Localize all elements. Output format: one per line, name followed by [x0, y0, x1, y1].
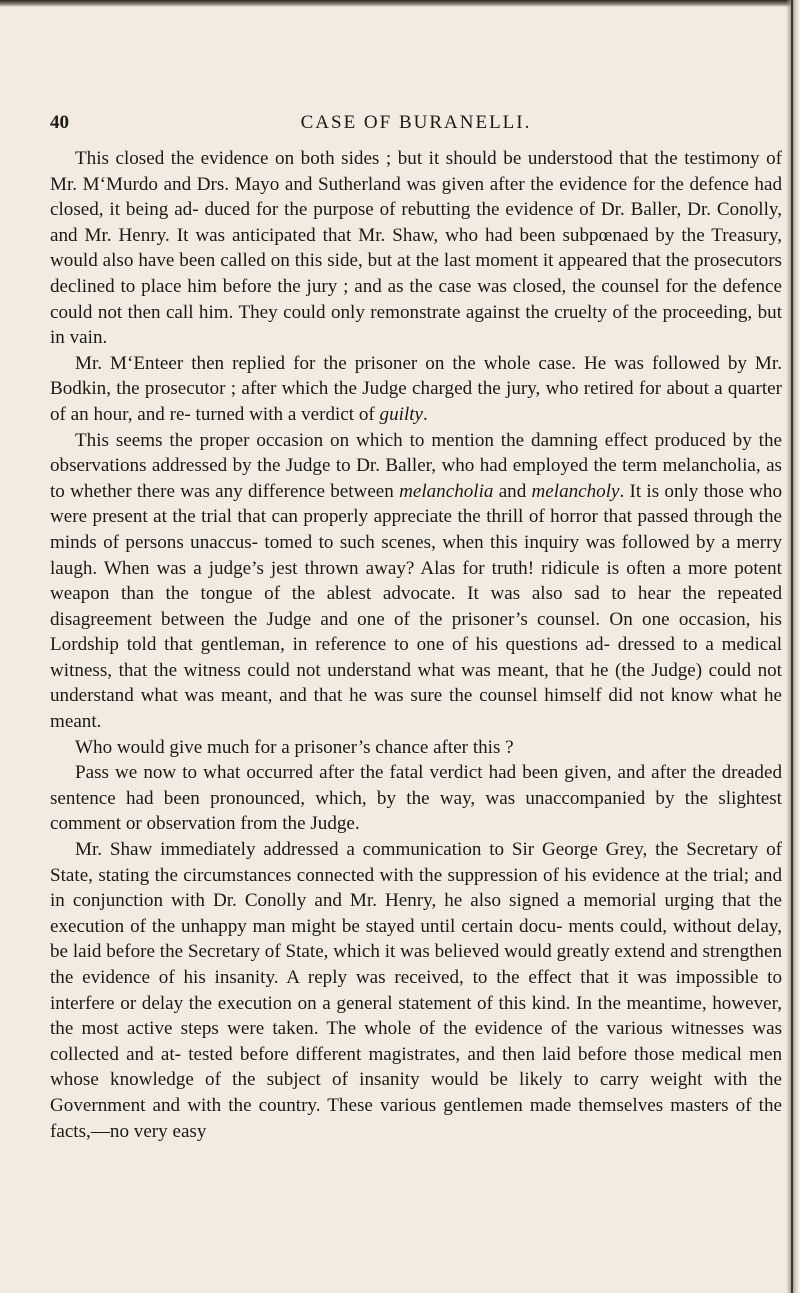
italic-word: melancholy [531, 480, 620, 502]
page-header [50, 112, 782, 138]
italic-word: guilty [379, 403, 424, 425]
italic-word: melancholia [399, 480, 494, 502]
paragraph: Mr. Shaw immediately addressed a communication to Sir George Grey, the Secretary of State, stating the circumstances connected with the suppression of his evidence at the trial; and in conjunction with Dr. Conolly and Mr. Henry, he also signed a memorial urging that the execution of the unhappy man might be stayed until certain docu- ments could, without delay, be laid before the Secretary of State, which it was believed would greatly extend and strengthen the evidence of his insanity. A reply was received, to the effect that it was impossible to interfere or delay the execution on a general statement of this kind. In the meantime, however, the most active steps were taken. The whole of the evidence of the various witnesses was collected and at- tested before different magistrates, and then laid before those medical men whose knowledge of the subject of insanity would be likely to carry weight with the Government and with the country. These various gentlemen made themselves masters of the facts,—no very easy [50, 839, 782, 1142]
running-title: CASE OF BURANELLI. [300, 112, 532, 133]
page-number: 40 [50, 112, 69, 133]
paragraph: Pass we now to what occurred after the fatal verdict had been given, and after the dreaded sentence had been pronounced, which, by the way, was unaccompanied by the slightest comment or observation from the Judge. [50, 762, 782, 835]
paragraph: This seems the proper occasion on which to mention the damning effect produced by the observations addressed by the Judge to Dr. Baller, who had employed the term melancholia, as to whether there was any difference between melancholia and melancholy. It is only those who were present at the trial that can properly appreciate the thrill of horror that passed through the minds of persons unaccus- tomed to such scenes, when this inquiry was followed by a merry laugh. When was a judge’s jest thrown away? Alas for truth! ridicule is often a more potent weapon than the tongue of the ablest advocate. It was also sad to hear the repeated disagreement between the Judge and one of the prisoner’s counsel. On one occasion, his Lordship told that gentleman, in reference to one of his questions ad- dressed to a medical witness, that the witness could not understand what was meant, that he (the Judge) could not understand what was meant, and that he was sure the counsel himself did not know what he meant. [50, 429, 782, 733]
scan-shadow-top [0, 0, 800, 7]
body-text [50, 146, 782, 1144]
paragraph: Mr. M‘Enteer then replied for the prisoner on the whole case. He was followed by Mr. Bodkin, the prosecutor ; after which the Judge charged the jury, who retired for about a quarter of an hour, and re- turned with a verdict of guilty. [50, 352, 782, 425]
paragraph: Who would give much for a prisoner’s chance after this ? [75, 736, 514, 758]
paragraph: This closed the evidence on both sides ; but it should be understood that the testimony of Mr. M‘Murdo and Drs. Mayo and Sutherland was given after the evidence for the defence had closed, it being ad- duced for the purpose of rebutting the evidence of Dr. Baller, Dr. Conolly, and Mr. Henry. It was anticipated that Mr. Shaw, who had been subpœnaed by the Treasury, would also have been called on this side, but at the last moment it appeared that the prosecutors declined to place him before the jury ; and as the case was closed, the counsel for the defence could not then call him. They could only remonstrate against the cruelty of the proceeding, but in vain. [50, 148, 782, 349]
page-edge [786, 0, 800, 1293]
